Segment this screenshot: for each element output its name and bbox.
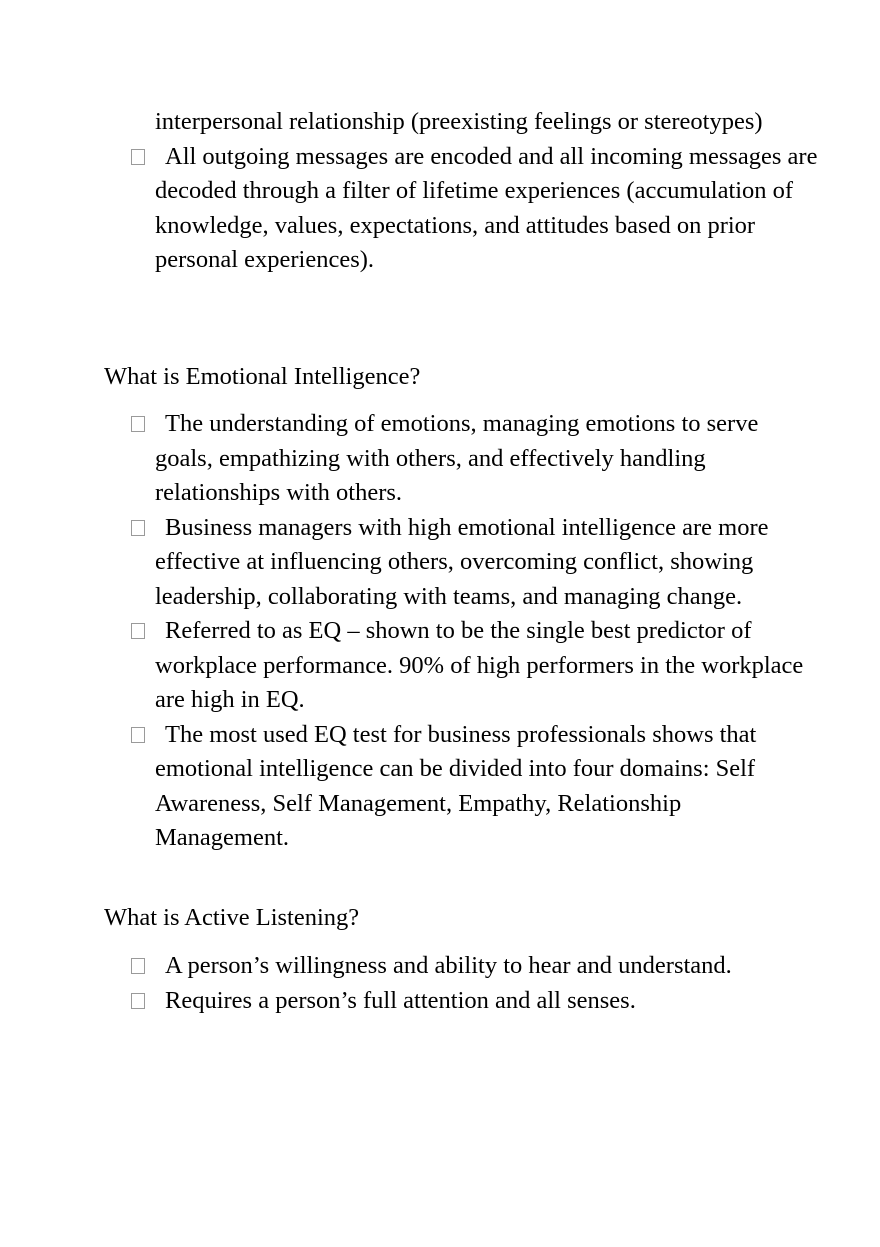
heading-emotional-intelligence: What is Emotional Intelligence? [104, 363, 421, 390]
bullet-box-icon [131, 993, 145, 1009]
list-item [0, 511, 880, 615]
bullet-box-icon [131, 149, 145, 165]
bullet-box-icon [131, 520, 145, 536]
list-item-text: The most used EQ test for business professionals shows that emotional intelligence can be divided into four domains: Self Awareness, Self Management, Empathy, Relationship Management. [155, 720, 757, 851]
list-item [0, 984, 880, 1019]
list-item [0, 614, 880, 718]
list-item-text: The understanding of emotions, managing emotions to serve goals, empathizing with others, and effectively handling relationships with others. [155, 410, 759, 506]
heading-active-listening: What is Active Listening? [104, 904, 360, 931]
list-item [0, 718, 880, 856]
al-bullet-list [0, 949, 880, 1018]
list-item-text: Business managers with high emotional intelligence are more effective at influencing others, overcoming conflict, showing leadership, collaborating with teams, and managing change. [155, 513, 769, 610]
list-item-text: Requires a person’s full attention and all senses. [165, 986, 636, 1014]
list-item-text: All outgoing messages are encoded and all incoming messages are decoded through a filter of lifetime experiences (accumulation of knowledge, values, expectations, and attitudes based on prior personal experiences). [155, 142, 818, 273]
active-listening-section [0, 949, 880, 1018]
bullet-box-icon [131, 958, 145, 974]
continued-bullet-text: interpersonal relationship (preexisting feelings or stereotypes) [155, 108, 763, 135]
top-section [0, 105, 880, 278]
list-item-text: A person’s willingness and ability to hear and understand. [165, 952, 732, 979]
bullet-box-icon [131, 623, 145, 639]
top-bullet-list [0, 140, 880, 278]
list-item [0, 949, 880, 984]
list-item [0, 140, 880, 278]
list-item [0, 407, 880, 511]
eq-bullet-list [0, 407, 880, 856]
bullet-box-icon [131, 727, 145, 743]
emotional-intelligence-section [0, 407, 880, 856]
bullet-box-icon [131, 416, 145, 432]
list-item-text: Referred to as EQ – shown to be the single best predictor of workplace performance. 90% of high performers in the workplace are high in EQ. [155, 617, 804, 713]
